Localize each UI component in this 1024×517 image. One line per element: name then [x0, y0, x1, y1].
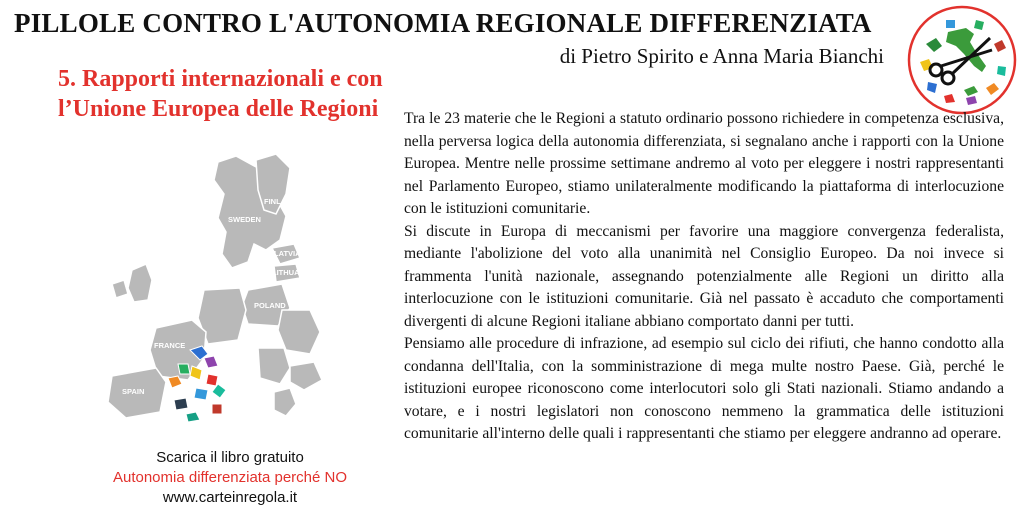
website-link[interactable]: www.carteinregola.it — [162, 489, 298, 506]
section-title: 5. Rapporti internazionali e con l’Unione Europea delle Regioni — [58, 66, 383, 122]
europe-map-icon — [68, 152, 358, 432]
map-label-finland: FINLAND — [264, 197, 297, 206]
article-paragraph: Si discute in Europa di meccanismi per favorire una maggiore convergenza federalista, mediante l'abolizione del voto alla unanimità nel Consiglio Europeo. Da noi invece si frammenta l'unità nazionale, assegnando potenzialmente alle Regioni un diritto alla interlocuzione con le istituzioni comunitarie. Già nel passato è accaduto che comportamenti divergenti di alcune Regioni italiane abbiano comportato danni per tutti. — [404, 222, 1004, 330]
map-label-sweden: SWEDEN — [228, 215, 261, 224]
map-label-spain: SPAIN — [122, 387, 145, 396]
download-info — [40, 448, 420, 508]
authors-byline: di Pietro Spirito e Anna Maria Bianchi — [559, 44, 884, 68]
map-label-lithuania: LITHUANIA — [272, 268, 313, 277]
page-header-title: PILLOLE CONTRO L'AUTONOMIA REGIONALE DIFFERENZIATA — [14, 8, 872, 38]
download-line: Scarica il libro gratuito — [156, 449, 304, 466]
scissors-cutting-italy-icon — [906, 4, 1018, 116]
book-title-link[interactable]: Autonomia differenziata perché NO — [112, 469, 348, 486]
article-paragraph: Pensiamo alle procedure di infrazione, ad esempio sul ciclo dei rifiuti, che hanno condotto alla condanna dell'Italia, con la somministrazione di mega multe nostro Paese. Già, perché le istituzioni europee riconoscono come interlocutori solo gli Stati nazionali. Stiamo andando a votare, e i nostri legislatori non conoscono nemmeno la grammatica delle istituzioni comunitarie all'interno delle quali i rappresentanti che stiamo per eleggere andranno ad operare. — [404, 335, 1004, 442]
map-label-poland: POLAND — [254, 301, 286, 310]
article-paragraph: Tra le 23 materie che le Regioni a statuto ordinario possono richiedere in competenza esclusiva, nella perversa logica della autonomia differenziata, si segnalano anche i rapporti con la Unione Europea. Mentre nelle prossime settimane andremo al voto per eleggere i nostri rappresentanti nel Parlamento Europeo, stiamo unilateralmente modificando la piattaforma di interlocuzione con le istituzioni comunitarie. — [404, 110, 1004, 217]
map-label-france: FRANCE — [154, 341, 186, 350]
article-body — [404, 108, 1004, 446]
map-label-latvia: LATVIA — [274, 249, 301, 258]
